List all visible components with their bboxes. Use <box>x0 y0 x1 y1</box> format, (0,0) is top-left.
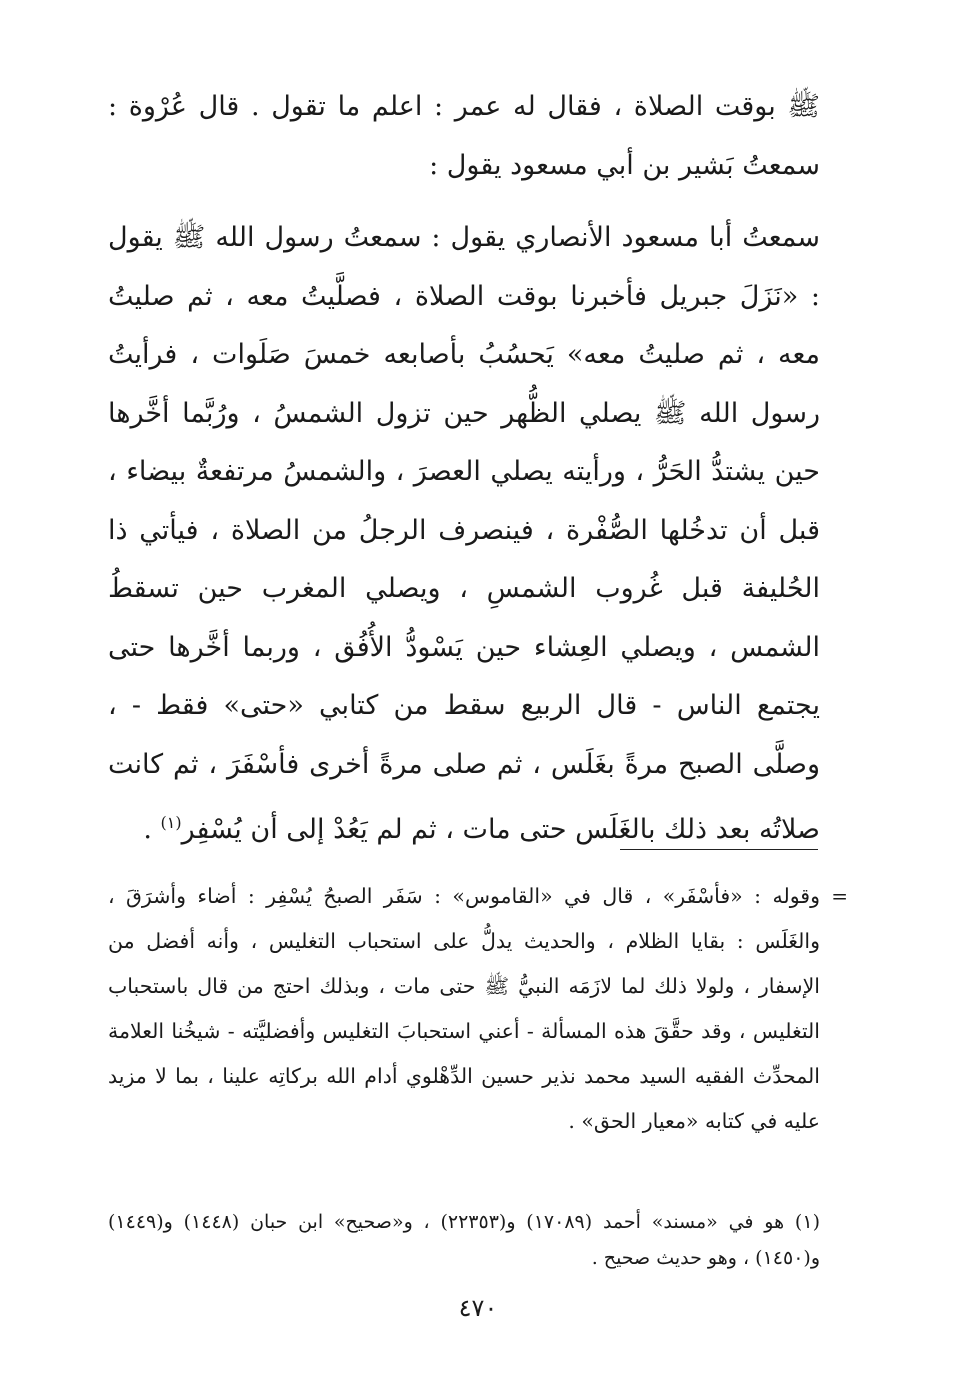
commentary-note <box>108 874 848 1144</box>
page-number: ٤٧٠ <box>458 1294 498 1322</box>
footnotes <box>108 1204 820 1276</box>
paragraph-1: ﷺ بوقت الصلاة ، فقال له عمر : اعلم ما تقول . قال عُرْوة : سمعتُ بَشير بن أبي مسعود يقول : <box>108 91 820 181</box>
paragraph-2-text: سمعتُ أبا مسعود الأنصاري يقول : سمعتُ رسول الله ﷺ يقول : «نَزَلَ جبريل فأخبرنا بوقت الصلاة ، فصلَّيتُ معه ، ثم صليتُ معه ، ثم صليتُ معه» يَحسُبُ بأصابعه خمسَ صَلَوات ، فرأيتُ رسول الله ﷺ يصلي الظُّهر حين تزول الشمسُ ، ورُبَّما أخَّرها حين يشتدُّ الحَرُّ ، ورأيته يصلي العصرَ ، والشمسُ مرتفعةٌ بيضاء ، قبل أن تدخُلها الصُّفْرة ، فينصرف الرجلُ من الصلاة ، فيأتي ذا الحُليفة قبل غُروب الشمسِ ، ويصلي المغرب حين تسقطُ الشمس ، ويصلي العِشاء حين يَسْودُّ الأُفُق ، وربما أخَّرها حتى يجتمع الناس - قال الربيع سقط من كتابي «حتى» فقط - ، وصلَّى الصبح مرةً بغَلَس ، ثم صلى مرةً أخرى فأسْفَرَ ، ثم كانت صلاتُه بعد ذلك بالغَلَس حتى مات ، ثم لم يَعُدْ إلى أن يُسْفِر <box>108 222 820 845</box>
commentary-text: وقوله : «فأسْفَر» ، قال في «القاموس» : سَفَر الصبحُ يُسْفِر : أضاء وأشرَقَ ، والغَلَس : بقايا الظلام ، والحديث يدلُّ على استحباب التغليس ، وأنه أفضل من الإسفار ، ولولا ذلك لما لازَمَه النبيُّ ﷺ حتى مات ، وبذلك احتج من قال باستحباب التغليس ، وقد حقَّقَ هذه المسألة - أعني استحبابَ التغليس وأفضليَّته - شيخُنا العلامة المحدِّث الفقيه السيد محمد نذير حسين الدِّهْلوي أدام الله بركاتِه علينا ، بما لا مزيد عليه في كتابه «معيار الحق» . <box>108 884 820 1133</box>
footnote-1: (١) هو في «مسند» أحمد (١٧٠٨٩) و(٢٢٣٥٣) ، و«صحيح» ابن حبان (١٤٤٨) و(١٤٤٩) و(١٤٥٠) ، وهو حديث صحيح . <box>108 1211 820 1269</box>
paragraph-2 <box>108 209 820 860</box>
paragraph-2-end: . <box>143 814 161 845</box>
continuation-marker: = <box>831 884 848 908</box>
main-text <box>108 78 820 860</box>
footnote-reference: (١) <box>160 813 182 832</box>
separator-line <box>620 849 818 850</box>
